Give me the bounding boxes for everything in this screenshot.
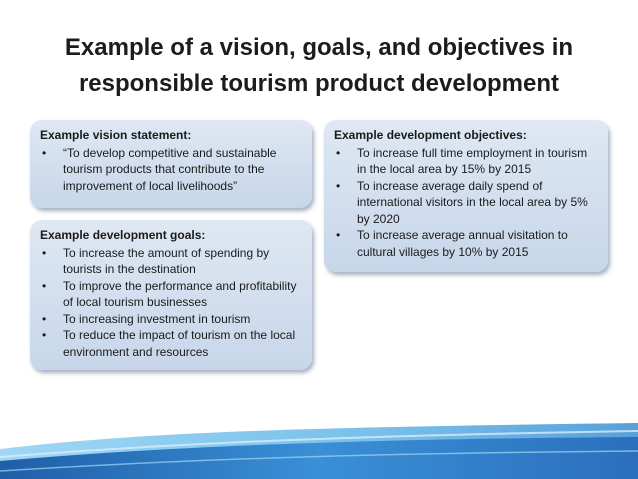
bullet-icon: • bbox=[42, 328, 47, 342]
footer-wave-graphic bbox=[0, 409, 638, 479]
bullet-icon: • bbox=[336, 145, 341, 160]
list-item bbox=[40, 311, 302, 328]
list-item-text: To reduce the impact of tourism on the local environment and resources bbox=[63, 328, 296, 359]
objectives-list bbox=[334, 145, 598, 261]
goals-heading: Example development goals: bbox=[40, 228, 206, 242]
list-item-text: To increase full time employment in tourism in the local area by 15% by 2015 bbox=[357, 145, 588, 176]
objectives-heading: Example development objectives: bbox=[334, 128, 527, 142]
list-item bbox=[40, 327, 302, 360]
slide-title bbox=[20, 30, 618, 102]
development-objectives-box bbox=[324, 120, 608, 272]
vision-heading: Example vision statement: bbox=[40, 128, 192, 142]
bullet-icon: • bbox=[336, 178, 341, 193]
list-item-text: “To develop competitive and sustainable tourism products that contribute to the improvement of local livelihoods” bbox=[63, 145, 277, 193]
list-item-text: To increasing investment in tourism bbox=[63, 311, 251, 326]
vision-list bbox=[40, 145, 302, 195]
bullet-icon: • bbox=[336, 228, 341, 242]
footer-wave-decoration bbox=[0, 409, 638, 479]
list-item bbox=[40, 245, 302, 278]
list-item-text: To improve the performance and profitability of local tourism businesses bbox=[63, 278, 297, 309]
bullet-icon: • bbox=[42, 245, 47, 260]
list-item bbox=[334, 145, 598, 178]
list-item bbox=[40, 145, 302, 195]
title-line-2: responsible tourism product development bbox=[78, 70, 560, 97]
vision-statement-box bbox=[30, 120, 312, 208]
goals-list bbox=[40, 245, 302, 361]
title-line-1: Example of a vision, goals, and objectives in bbox=[64, 34, 574, 61]
list-item bbox=[334, 178, 598, 228]
development-goals-box bbox=[30, 220, 312, 370]
list-item bbox=[334, 227, 598, 260]
list-item-text: To increase average daily spend of international visitors in the local area by 5% by 2020 bbox=[357, 178, 588, 226]
list-item-text: To increase the amount of spending by tourists in the destination bbox=[63, 245, 270, 276]
bullet-icon: • bbox=[42, 311, 47, 326]
list-item-text: To increase average annual visitation to cultural villages by 10% by 2015 bbox=[357, 228, 568, 259]
bullet-icon: • bbox=[42, 278, 47, 293]
bullet-icon: • bbox=[42, 145, 47, 160]
list-item bbox=[40, 278, 302, 311]
